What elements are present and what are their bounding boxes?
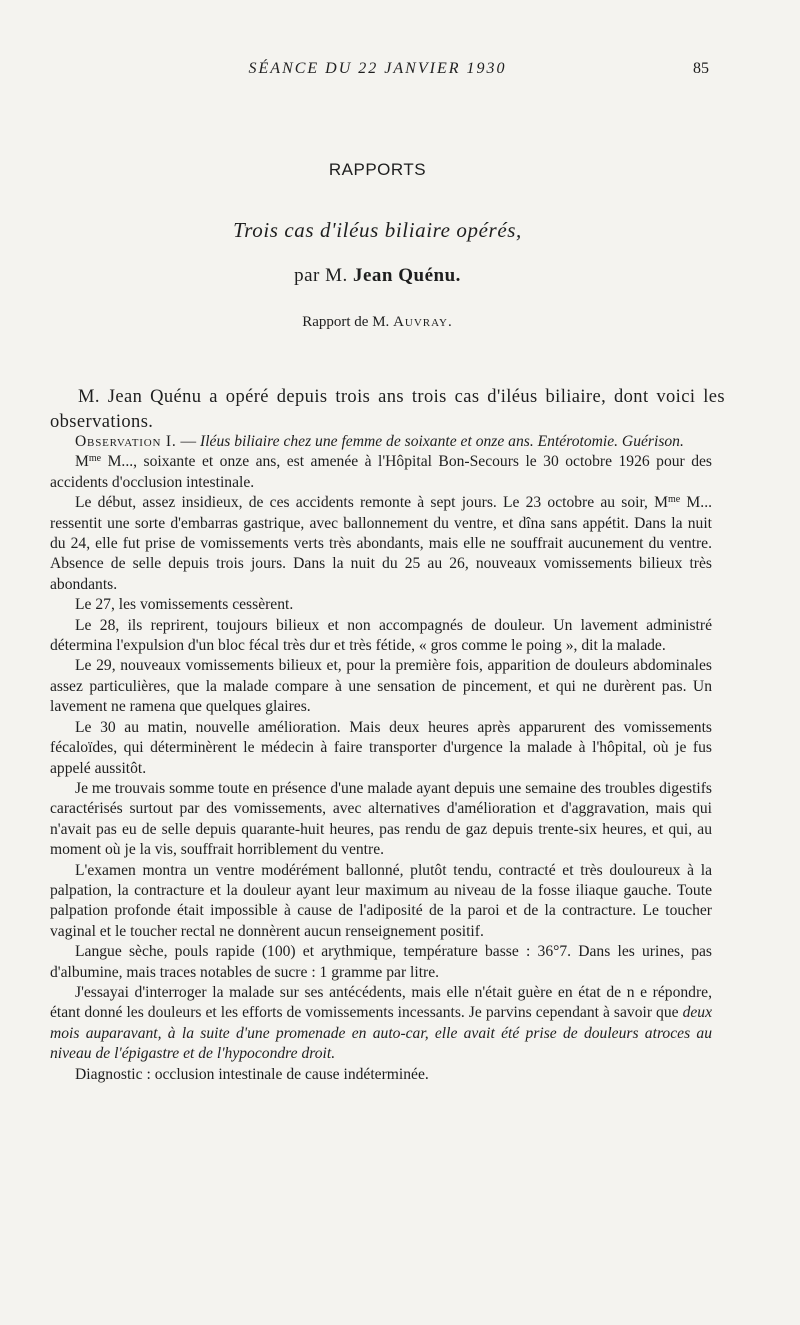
observation-body <box>50 432 712 1085</box>
paragraph-3: Le 27, les vomissements cessèrent. <box>75 596 294 614</box>
patient-sup: me <box>88 453 102 465</box>
paragraph-8: L'examen montra un ventre modérément ballonné, plutôt tendu, contracté et très douloureux à la palpation, la contracture et la douleur ayant leur maximum au niveau de la fosse iliaque gauche. Toute palpation profonde était impossible à cause de l'adiposité de la paroi et de la contracture. Le toucher vaginal et le toucher rectal ne donnèrent aucun renseignement positif. <box>50 861 712 940</box>
patient-prefix: M <box>75 453 89 471</box>
report-prefix: Rapport de M. <box>302 314 390 330</box>
page-number: 85 <box>693 60 709 77</box>
paragraph-1 <box>50 452 712 493</box>
paragraph-6: Le 30 au matin, nouvelle amélioration. Mais deux heures après apparurent des vomissements fécaloïdes, qui déterminèrent le médecin à faire transporter d'urgence la malade à l'hôpital, où je fus appelé aussitôt. <box>50 718 712 777</box>
observation-dash: — <box>176 433 200 450</box>
paragraph-2-text-b: M... ressentit une sorte d'embarras gastrique, avec ballonnement du ventre, et dîna sans appétit. Dans la nuit du 24, elle fut prise de vomissements verts très abondants, mais elle ne souffrait aucunement du ventre. Absence de selle depuis trois jours. Dans la nuit du 25 au 26, nouveaux vomissements bilieux très abondants. <box>50 494 712 593</box>
running-title: SÉANCE DU 22 JANVIER 1930 <box>248 60 507 77</box>
reporter-name: Auvray. <box>393 314 453 330</box>
observation-title: Iléus biliaire chez une femme de soixante et onze ans. Entérotomie. Guérison. <box>200 433 684 450</box>
report-line <box>0 314 755 331</box>
paragraph-7: Je me trouvais somme toute en présence d'une malade ayant depuis une semaine des troubles digestifs caractérisés surtout par des vomissements, avec alternatives d'amélioration et d'aggravation, mais qui n'avait pas eu de selle depuis quarante-huit heures, pas rendu de gaz depuis trente-six heures, et qui, au moment où je la vis, souffrait horriblement du ventre. <box>50 779 712 859</box>
intro-paragraph: M. Jean Quénu a opéré depuis trois ans trois cas d'iléus biliaire, dont voici les observations. <box>50 386 725 432</box>
paragraph-1-text: M..., soixante et onze ans, est amenée à l'Hôpital Bon-Secours le 30 octobre 1926 pour des accidents d'occlusion intestinale. <box>50 453 712 491</box>
paragraph-2-sup: me <box>668 494 681 506</box>
author-name: Jean Quénu. <box>352 265 461 286</box>
author-prefix: par M. <box>294 265 348 286</box>
paragraph-11: Diagnostic : occlusion intestinale de cause indéterminée. <box>75 1065 429 1083</box>
article-title: Trois cas d'iléus biliaire opérés, <box>233 218 522 242</box>
paragraph-10-text: J'essayai d'interroger la malade sur ses antécédents, mais elle n'était guère en état de n e répondre, étant donné les douleurs et les efforts de vomissements incessants. Je parvins cependant à savoir que <box>50 983 712 1022</box>
paragraph-4: Le 28, ils reprirent, toujours bilieux et non accompagnés de douleur. Un lavement administré détermina l'expulsion d'un bloc fécal très dur et très fétide, « gros comme le poing », dit la malade. <box>50 616 712 655</box>
paragraph-2 <box>50 493 712 595</box>
paragraph-2-text-a: Le début, assez insidieux, de ces accidents remonte à sept jours. Le 23 octobre au soir, M <box>75 494 669 512</box>
paragraph-10-italic: deux mois auparavant, à la suite d'une promenade en auto-car, elle avait été prise de douleurs atroces au niveau de l'épigastre et de l'hypocondre droit. <box>50 1004 712 1063</box>
observation-label: Observation I. <box>75 433 177 450</box>
observation-heading <box>50 432 712 452</box>
paragraph-9: Langue sèche, pouls rapide (100) et arythmique, température basse : 36°7. Dans les urines, pas d'albumine, mais traces notables de sucre : 1 gramme par litre. <box>50 943 712 981</box>
paragraph-5: Le 29, nouveaux vomissements bilieux et, pour la première fois, apparition de douleurs abdominales assez particulières, que la malade compare à une sensation de pincement, et qui ne durèrent pas. Un lavement ne ramena que quelques glaires. <box>50 657 712 716</box>
section-title: RAPPORTS <box>328 160 427 179</box>
paragraph-10 <box>50 983 712 1065</box>
running-header <box>0 60 800 84</box>
author-line <box>0 265 755 287</box>
